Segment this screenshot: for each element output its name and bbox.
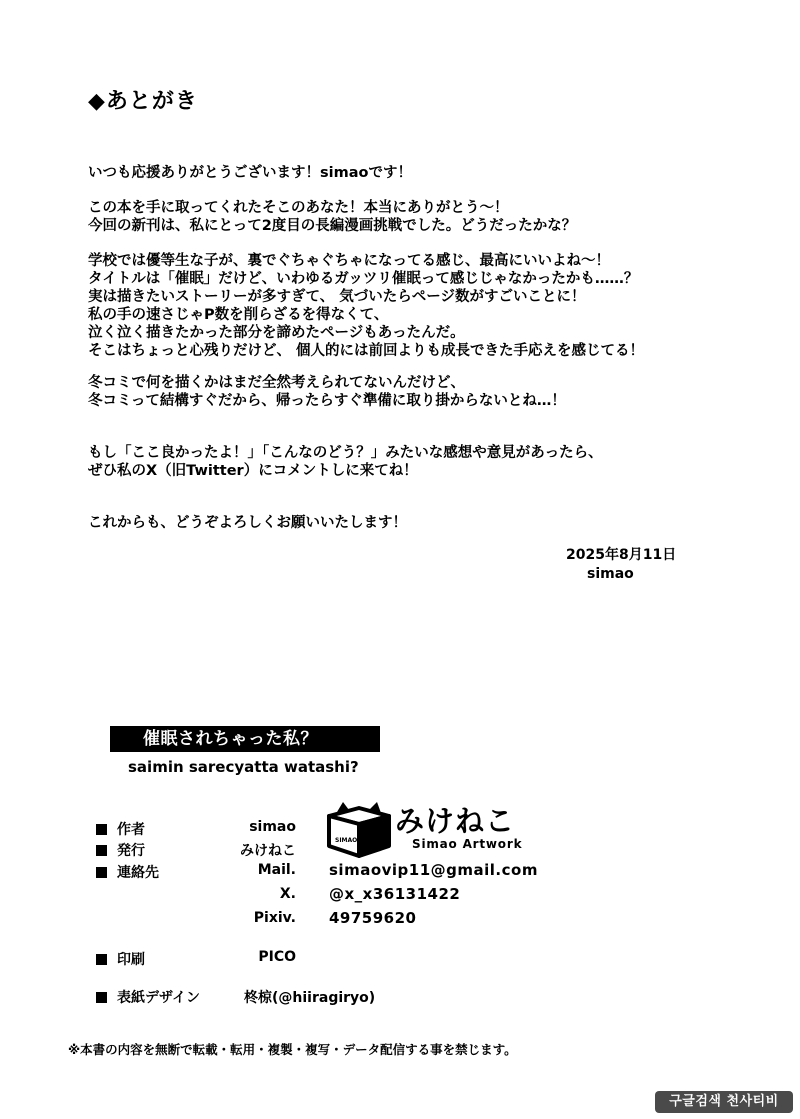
credit-publisher-label: 発行 (96, 840, 145, 860)
afterword-paragraph (88, 252, 644, 360)
copyright-notice: ※本書の内容を無断で転載・転用・複製・複写・データ配信する事を禁じます。 (68, 1042, 517, 1057)
text-line: 冬コミって結構すぐだから、帰ったらすぐ準備に取り掛からないとね…！ (88, 393, 566, 409)
text-line: タイトルは「催眠」だけど、いわゆるガッツリ催眠って感じじゃなかったかも……？ (88, 271, 639, 287)
credit-print-value: PICO (258, 949, 296, 965)
square-bullet-icon (96, 867, 107, 878)
credit-mail-value: simaovip11@gmail.com (329, 861, 538, 879)
afterword-heading: ◆あとがき (88, 89, 198, 114)
text-line: いつも応援ありがとうございます！simaoです！ (88, 165, 412, 181)
book-title: 催眠されちゃった私？ (143, 729, 318, 749)
square-bullet-icon (96, 845, 107, 856)
circle-subtitle: Simao Artwork (412, 837, 523, 851)
square-bullet-icon (96, 954, 107, 965)
credit-cover-value: 柊椋(@hiiragiryo) (244, 990, 376, 1006)
afterword-paragraph (88, 514, 407, 532)
text-line: 学校では優等生な子が、裏でぐちゃぐちゃになってる感じ、最高にいいよね～！ (88, 253, 610, 269)
afterword-date: 2025年8月11日 (566, 547, 677, 563)
text-line: 泣く泣く描きたかった部分を諦めたページもあったんだ。 (88, 325, 465, 341)
logo-box-label: SIMAO (335, 837, 358, 844)
afterword-paragraph (88, 199, 576, 235)
text-line: 実は描きたいストーリーが多すぎて、 気づいたらページ数がすごいことに！ (88, 289, 586, 305)
circle-name: みけねこ (395, 804, 516, 838)
text-line: 今回の新刊は、私にとって2度目の長編漫画挑戦でした。どうだったかな？ (88, 218, 577, 234)
credit-publisher-value: みけねこ (240, 843, 296, 859)
credit-x-value: @x_x36131422 (329, 885, 461, 903)
credit-author-value: simao (249, 819, 296, 835)
text-line: ぜひ私のX（旧Twitter）にコメントしに来てね！ (88, 463, 418, 479)
square-bullet-icon (96, 992, 107, 1003)
text-line: 私の手の速さじゃP数を削らざるを得なくて、 (88, 307, 389, 323)
credit-contact-label: 連絡先 (96, 862, 159, 882)
text-line: 冬コミで何を描くかはまだ全然考えられてないんだけど、 (88, 375, 465, 391)
text-line: もし「ここ良かったよ！」「こんなのどう？」みたいな感想や意見があったら、 (88, 445, 603, 461)
text-line: これからも、どうぞよろしくお願いいたします！ (88, 515, 407, 531)
credit-pixiv-value: 49759620 (329, 909, 417, 927)
afterword-signature: simao (587, 566, 634, 582)
afterword-paragraph (88, 444, 603, 480)
credit-x-label: X. (279, 886, 296, 902)
credit-pixiv-label: Pixiv. (253, 910, 296, 926)
text-line: そこはちょっと心残りだけど、 個人的には前回よりも成長できた手応えを感じてる！ (88, 343, 645, 359)
credit-mail-label: Mail. (257, 862, 296, 878)
credit-print-label: 印刷 (96, 949, 145, 969)
square-bullet-icon (96, 824, 107, 835)
credit-author-label: 作者 (96, 819, 145, 839)
text-line: この本を手に取ってくれたそこのあなた！本当にありがとう～！ (88, 200, 509, 216)
credit-cover-label: 表紙デザイン (96, 987, 200, 1007)
afterword-paragraph (88, 374, 566, 410)
book-title-roman: saimin sarecyatta watashi? (128, 758, 359, 776)
afterword-paragraph (88, 164, 412, 182)
watermark-badge: 구글검색 천사티비 (655, 1091, 793, 1113)
